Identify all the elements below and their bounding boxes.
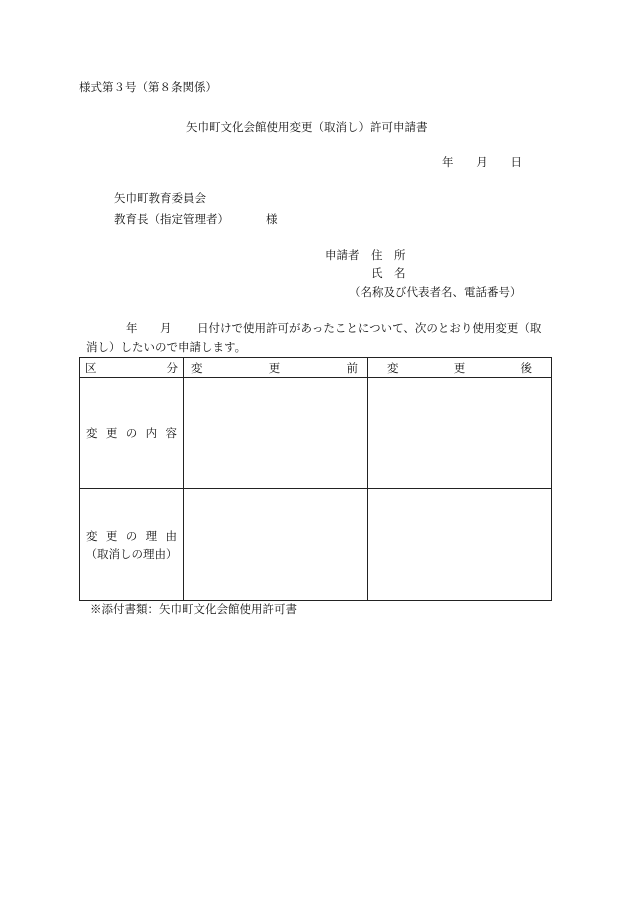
applicant-name-note: （名称及び代表者名、電話番号） [349, 285, 522, 299]
addressee-honorific: 様 [266, 212, 278, 226]
cell-content-before[interactable] [184, 378, 368, 489]
header-before: 変 更 前 [184, 358, 368, 378]
header-after: 変 更 後 [368, 358, 552, 378]
date-day: 日 [510, 155, 522, 169]
body-text-line1: 日付けで使用許可があったことについて、次のとおり使用変更（取 [197, 321, 542, 335]
row-label-sub: （取消しの理由） [85, 546, 178, 561]
document-title: 矢巾町文化会館使用変更（取消し）許可申請書 [186, 120, 428, 134]
body-text-line2: 消し）したいので申請します。 [86, 340, 247, 354]
applicant-address-label: 住 所 [371, 248, 406, 262]
body-year: 年 [126, 321, 138, 335]
header-category: 区 分 [80, 358, 184, 378]
date-line [442, 156, 522, 170]
cell-content-after[interactable] [368, 378, 552, 489]
table-row [80, 378, 552, 489]
applicant-name-label: 氏 名 [371, 266, 406, 280]
form-number: 様式第３号（第８条関係） [79, 80, 217, 94]
addressee-line1: 矢巾町教育委員会 [114, 191, 206, 205]
change-request-table [79, 357, 552, 601]
addressee-line2: 教育長（指定管理者） [114, 212, 229, 226]
body-month: 月 [160, 321, 172, 335]
cell-reason-after[interactable] [368, 489, 552, 601]
table-row [80, 489, 552, 601]
row-label-change-reason: 変 更 の 理 由 （取消しの理由） [80, 489, 184, 601]
cell-reason-before[interactable] [184, 489, 368, 601]
date-month: 月 [476, 155, 488, 169]
attachment-note: ※添付書類：矢巾町文化会館使用許可書 [90, 602, 297, 616]
date-year: 年 [442, 155, 454, 169]
table-header-row [80, 358, 552, 378]
applicant-label: 申請者 [325, 248, 360, 262]
row-label-change-content: 変 更 の 内 容 [80, 378, 184, 489]
